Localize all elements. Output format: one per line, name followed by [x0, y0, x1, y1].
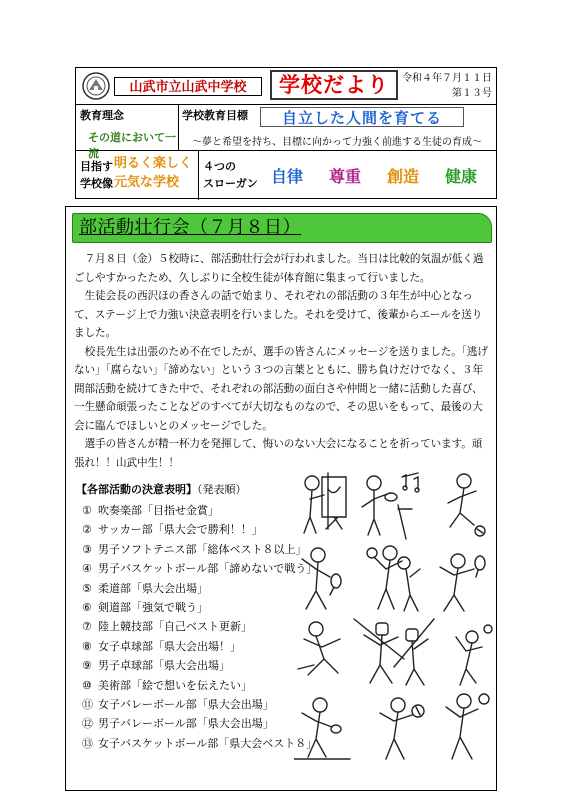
list-item	[82, 656, 312, 675]
list-item	[82, 714, 312, 733]
club-list-note: （発表順）	[197, 483, 247, 496]
article-send-off-ceremony	[65, 206, 497, 791]
slogan-label-line-1: ４つの	[203, 160, 236, 173]
list-item-text: 女子バスケットボール部「県大会ベスト８」	[98, 736, 318, 750]
list-item-number: ④	[82, 562, 92, 576]
article-title-bar	[72, 213, 492, 243]
slogan-label-line-2: スローガン	[203, 177, 258, 190]
school-goal-subtitle: ～夢と希望を持ち、目標に向かって力強く前進する生徒の育成～	[192, 137, 482, 148]
philosophy-label: 教育理念	[80, 109, 124, 122]
club-list-title: 【各部活動の決意表明】	[76, 483, 197, 496]
list-item-number: ⑤	[82, 581, 92, 595]
header-goal-row	[76, 104, 496, 160]
issue-date: 令和４年７月１１日	[402, 73, 492, 84]
school-emblem-icon	[80, 71, 112, 101]
slogan-3: 創造	[387, 167, 420, 186]
girls-volleyball-icon	[446, 694, 489, 759]
list-item	[82, 501, 312, 520]
list-item	[82, 637, 312, 656]
kendo-club-icon	[354, 619, 434, 685]
soccer-club-icon	[448, 474, 485, 536]
newsletter-title: 学校だより	[270, 70, 398, 100]
slogan-1: 自律	[271, 167, 304, 186]
list-item-number: ⑬	[82, 736, 93, 750]
volleyball-spike-icon	[456, 625, 492, 685]
list-item	[82, 676, 312, 695]
slogans	[198, 150, 499, 200]
article-title: 部活動壮行会（７月８日）	[79, 217, 301, 238]
newsletter-header	[75, 67, 497, 199]
list-item-number: ①	[82, 504, 92, 517]
list-item-number: ⑥	[82, 601, 92, 615]
ideal-value-line-2: 元気な学校	[114, 175, 180, 190]
list-item-text: 陸上競技部「自己ベスト更新」	[98, 620, 252, 634]
ideal-label-line-2: 学校像	[80, 177, 113, 190]
list-item	[82, 559, 318, 578]
philosophy-value: その道において一流	[88, 131, 176, 160]
list-item-number: ③	[82, 542, 92, 556]
club-pledge-list	[82, 501, 318, 753]
art-club-icon	[304, 473, 346, 533]
girls-basketball-icon	[380, 698, 424, 759]
list-item	[82, 579, 312, 598]
paragraph-3: 校長先生は出張のため不在でしたが、選手の皆さんにメッセージを送りました。「逃げない」「腐らない」「諦めない」という３つの言葉とともに、勝ち負けだけでなく、３年間部活動を続けてきた中で、それぞれの部活動の面白さや仲間と一緒に活動した喜び、一生懸命頑張ったことなどのすべてが大切なものなので、その思いをもって、最後の大会に臨んでほしいとのメッセージでした。	[74, 345, 488, 432]
paragraph-2: 生徒会長の西沢ほの香さんの話で始まり、それぞれの部活動の３年生が中心となって、ステージ上で力強い決意表明を行いました。それを受けて、後輩からエールを送りました。	[74, 290, 483, 339]
ideal-school-value	[114, 154, 192, 192]
list-item	[82, 540, 312, 559]
slogan-2: 尊重	[329, 167, 362, 186]
music-club-icon	[362, 473, 419, 539]
list-item-text: 美術部「絵で想いを伝えたい」	[98, 678, 252, 692]
list-item-number: ②	[82, 523, 92, 537]
school-goal-label: 学校教育目標	[182, 109, 248, 122]
sports-clipart-illustration	[294, 469, 494, 789]
list-item-number: ⑦	[82, 620, 92, 634]
club-list-heading	[76, 483, 247, 497]
ideal-value-line-1: 明るく楽しく	[114, 156, 193, 171]
list-item-number: ⑪	[82, 698, 93, 712]
slogan-label	[203, 158, 258, 192]
ideal-school-label	[80, 158, 113, 192]
basketball-club-icon	[367, 546, 420, 611]
list-item	[82, 617, 312, 636]
article-body	[74, 250, 490, 472]
list-item	[82, 734, 318, 753]
list-item	[82, 695, 312, 714]
list-item-text: 柔道部「県大会出場」	[98, 581, 208, 595]
list-item-number: ⑩	[82, 678, 92, 692]
list-item	[82, 598, 312, 617]
list-item-text: 男子ソフトテニス部「総体ベスト８以上」	[98, 542, 307, 556]
list-item-text: 男子バレーボール部「県大会出場」	[98, 717, 274, 731]
list-item-text: 男子卓球部「県大会出場」	[98, 659, 230, 673]
issue-number: 第１３号	[452, 88, 492, 99]
list-item-text: 男子バスケットボール部「諦めないで戦う」	[98, 562, 318, 576]
header-slogan-row	[76, 150, 496, 200]
table-tennis-club-icon	[294, 698, 350, 759]
list-item	[82, 520, 312, 539]
list-item-text: 女子卓球部「県大会出場！」	[98, 639, 241, 653]
list-item-text: サッカー部「県大会で勝利！！」	[98, 523, 263, 537]
paragraph-1: ７月８日（金）５校時に、部活動壮行会が行われました。当日は比較的気温が低く過ごしやすかったため、久しぶりに全校生徒が体育館に集まって行いました。	[74, 253, 484, 284]
school-goal: 自立した人間を育てる	[260, 107, 464, 127]
tennis-club-icon	[302, 548, 341, 609]
education-philosophy	[76, 104, 179, 160]
list-item-text: 剣道部「強気で戦う」	[98, 601, 208, 615]
slogan-4: 健康	[445, 167, 478, 186]
list-item-number: ⑫	[82, 717, 93, 731]
judo-club-icon	[298, 622, 340, 675]
list-item-text: 吹奏楽部「目指せ金賞」	[98, 504, 219, 517]
list-item-number: ⑨	[82, 659, 92, 673]
list-item-text: 女子バレーボール部「県大会出場」	[98, 698, 274, 712]
list-item-number: ⑧	[82, 639, 92, 653]
header-title-row	[76, 68, 496, 105]
ideal-label-line-1: 目指す	[80, 160, 113, 173]
paragraph-4: 選手の皆さんが精一杯力を発揮して、悔いのない大会になることを祈っています。頑張れ！！山武中生！！	[74, 438, 483, 469]
school-name: 山武市立山武中学校	[114, 77, 262, 96]
volleyball-club-icon	[440, 554, 485, 611]
